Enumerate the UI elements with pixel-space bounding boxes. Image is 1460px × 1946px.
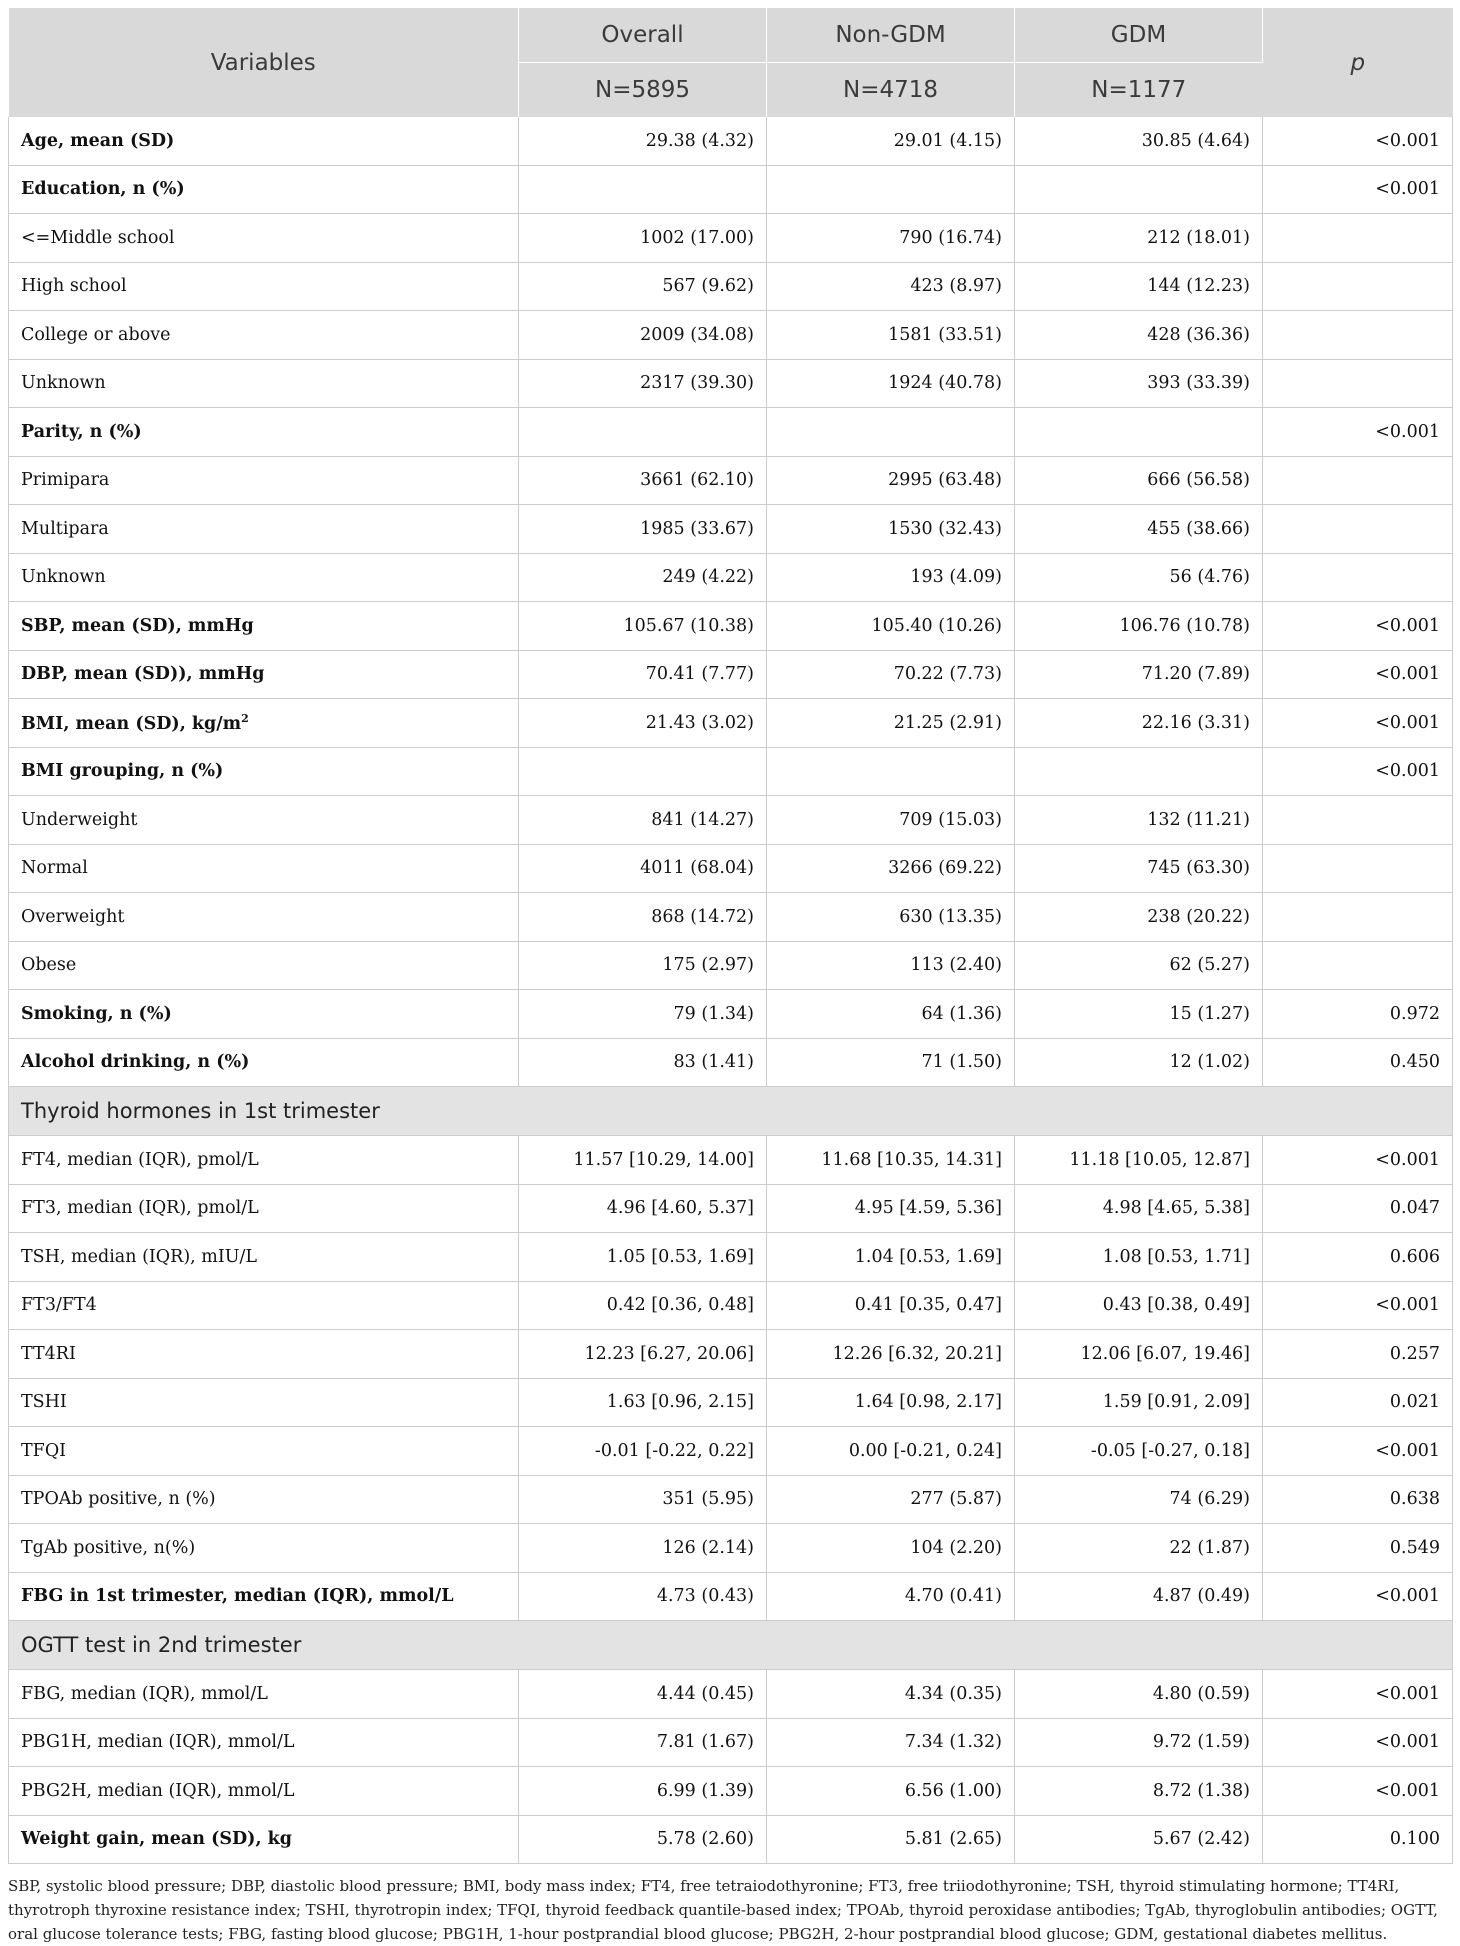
section-title: OGTT test in 2nd trimester [9, 1621, 1453, 1670]
table-row [9, 1718, 1453, 1767]
cell-nongdm: 1530 (32.43) [767, 505, 1015, 554]
cell-overall: 567 (9.62) [519, 262, 767, 311]
table-row [9, 1233, 1453, 1282]
cell-gdm [1015, 408, 1263, 457]
cell-gdm [1015, 747, 1263, 796]
cell-nongdm: 630 (13.35) [767, 893, 1015, 942]
cell-p-value: <0.001 [1263, 165, 1453, 214]
table-row [9, 1281, 1453, 1330]
cell-p-value: <0.001 [1263, 117, 1453, 165]
cell-overall: 3661 (62.10) [519, 456, 767, 505]
cell-overall: 841 (14.27) [519, 796, 767, 845]
table-row [9, 1572, 1453, 1621]
table-row [9, 214, 1453, 263]
cell-nongdm: 64 (1.36) [767, 990, 1015, 1039]
header-overall: Overall [519, 8, 767, 63]
cell-overall: 2317 (39.30) [519, 359, 767, 408]
cell-nongdm: 7.34 (1.32) [767, 1718, 1015, 1767]
row-label: Obese [9, 941, 519, 990]
table-footnote: SBP, systolic blood pressure; DBP, diastolic blood pressure; BMI, body mass index; FT4, free tetraiodothyronine; FT3, free triiodothyronine; TSH, thyroid stimulating hormone; TT4RI, thyrotroph thyroxine resistance index; TSHI, thyrotropin index; TFQI, thyroid feedback quantile-based index; TPOAb, thyroid peroxidase antibodies; TgAb, thyroglobulin antibodies; OGTT, oral glucose tolerance tests; FBG, fasting blood glucose; PBG1H, 1-hour postprandial blood glucose; PBG2H, 2-hour postprandial blood glucose; GDM, gestational diabetes mellitus. [8, 1877, 1438, 1943]
cell-gdm: -0.05 [-0.27, 0.18] [1015, 1427, 1263, 1476]
cell-nongdm: 113 (2.40) [767, 941, 1015, 990]
cell-overall: 175 (2.97) [519, 941, 767, 990]
cell-gdm: 428 (36.36) [1015, 311, 1263, 360]
table-row [9, 456, 1453, 505]
cell-overall: 6.99 (1.39) [519, 1767, 767, 1816]
cell-overall: 351 (5.95) [519, 1475, 767, 1524]
cell-p-value: <0.001 [1263, 650, 1453, 699]
row-label: College or above [9, 311, 519, 360]
row-label: FT4, median (IQR), pmol/L [9, 1136, 519, 1185]
cell-p-value [1263, 214, 1453, 263]
cell-gdm: 144 (12.23) [1015, 262, 1263, 311]
row-label-superscript: 2 [241, 711, 249, 725]
cell-gdm: 4.98 [4.65, 5.38] [1015, 1184, 1263, 1233]
table-header [9, 8, 1453, 117]
cell-nongdm: 790 (16.74) [767, 214, 1015, 263]
cell-overall: 1.05 [0.53, 1.69] [519, 1233, 767, 1282]
cell-nongdm: 105.40 (10.26) [767, 602, 1015, 651]
cell-gdm: 745 (63.30) [1015, 844, 1263, 893]
cell-nongdm: 0.00 [-0.21, 0.24] [767, 1427, 1015, 1476]
cell-overall [519, 165, 767, 214]
row-label: BMI grouping, n (%) [9, 747, 519, 796]
cell-gdm: 238 (20.22) [1015, 893, 1263, 942]
cell-gdm: 1.59 [0.91, 2.09] [1015, 1378, 1263, 1427]
cell-overall: 12.23 [6.27, 20.06] [519, 1330, 767, 1379]
row-label: TFQI [9, 1427, 519, 1476]
cell-gdm: 62 (5.27) [1015, 941, 1263, 990]
table-row [9, 165, 1453, 214]
cell-overall: 5.78 (2.60) [519, 1815, 767, 1864]
cell-gdm: 8.72 (1.38) [1015, 1767, 1263, 1816]
table-row [9, 262, 1453, 311]
table-row [9, 1815, 1453, 1864]
table-row [9, 505, 1453, 554]
table-row [9, 699, 1453, 748]
cell-overall: 2009 (34.08) [519, 311, 767, 360]
row-label: TT4RI [9, 1330, 519, 1379]
cell-overall: 11.57 [10.29, 14.00] [519, 1136, 767, 1185]
row-label: TSH, median (IQR), mIU/L [9, 1233, 519, 1282]
row-label: Parity, n (%) [9, 408, 519, 457]
cell-overall [519, 747, 767, 796]
cell-overall: 4.96 [4.60, 5.37] [519, 1184, 767, 1233]
cell-gdm: 74 (6.29) [1015, 1475, 1263, 1524]
section-row [9, 1087, 1453, 1136]
row-label: Smoking, n (%) [9, 990, 519, 1039]
table-row [9, 844, 1453, 893]
cell-nongdm: 277 (5.87) [767, 1475, 1015, 1524]
cell-p-value [1263, 262, 1453, 311]
cell-nongdm: 4.95 [4.59, 5.36] [767, 1184, 1015, 1233]
cell-nongdm: 193 (4.09) [767, 553, 1015, 602]
cell-nongdm: 104 (2.20) [767, 1524, 1015, 1573]
cell-overall: 126 (2.14) [519, 1524, 767, 1573]
cell-gdm: 5.67 (2.42) [1015, 1815, 1263, 1864]
table-row [9, 553, 1453, 602]
table-row [9, 602, 1453, 651]
cell-gdm: 106.76 (10.78) [1015, 602, 1263, 651]
cell-nongdm: 0.41 [0.35, 0.47] [767, 1281, 1015, 1330]
header-variables: Variables [9, 8, 519, 117]
table-container [8, 8, 1452, 1946]
header-gdm: GDM [1015, 8, 1263, 63]
cell-p-value: 0.100 [1263, 1815, 1453, 1864]
cell-gdm: 212 (18.01) [1015, 214, 1263, 263]
cell-p-value [1263, 553, 1453, 602]
cell-p-value: <0.001 [1263, 1136, 1453, 1185]
row-label-text: BMI, mean (SD), kg/m [21, 713, 242, 734]
row-label: Primipara [9, 456, 519, 505]
header-gdm-n: N=1177 [1015, 63, 1263, 118]
characteristics-table [8, 8, 1453, 1864]
cell-gdm: 666 (56.58) [1015, 456, 1263, 505]
row-label: Normal [9, 844, 519, 893]
cell-gdm: 4.87 (0.49) [1015, 1572, 1263, 1621]
cell-gdm: 22.16 (3.31) [1015, 699, 1263, 748]
cell-overall: -0.01 [-0.22, 0.22] [519, 1427, 767, 1476]
table-row [9, 359, 1453, 408]
cell-nongdm: 1.64 [0.98, 2.17] [767, 1378, 1015, 1427]
header-overall-n: N=5895 [519, 63, 767, 118]
table-row [9, 1136, 1453, 1185]
table-row [9, 311, 1453, 360]
cell-nongdm: 1.04 [0.53, 1.69] [767, 1233, 1015, 1282]
table-row [9, 990, 1453, 1039]
cell-gdm: 393 (33.39) [1015, 359, 1263, 408]
cell-p-value: <0.001 [1263, 408, 1453, 457]
cell-overall: 105.67 (10.38) [519, 602, 767, 651]
cell-nongdm: 11.68 [10.35, 14.31] [767, 1136, 1015, 1185]
cell-p-value: <0.001 [1263, 1427, 1453, 1476]
table-row [9, 1330, 1453, 1379]
cell-p-value [1263, 359, 1453, 408]
row-label: FT3/FT4 [9, 1281, 519, 1330]
cell-p-value [1263, 941, 1453, 990]
row-label: Unknown [9, 553, 519, 602]
cell-p-value: <0.001 [1263, 602, 1453, 651]
cell-overall: 1002 (17.00) [519, 214, 767, 263]
cell-gdm: 455 (38.66) [1015, 505, 1263, 554]
cell-gdm: 15 (1.27) [1015, 990, 1263, 1039]
row-label: FT3, median (IQR), pmol/L [9, 1184, 519, 1233]
cell-overall: 0.42 [0.36, 0.48] [519, 1281, 767, 1330]
cell-nongdm: 21.25 (2.91) [767, 699, 1015, 748]
cell-p-value: 0.257 [1263, 1330, 1453, 1379]
cell-overall [519, 408, 767, 457]
row-label: FBG, median (IQR), mmol/L [9, 1670, 519, 1719]
cell-nongdm: 70.22 (7.73) [767, 650, 1015, 699]
cell-gdm: 4.80 (0.59) [1015, 1670, 1263, 1719]
table-row [9, 1038, 1453, 1087]
section-title: Thyroid hormones in 1st trimester [9, 1087, 1453, 1136]
cell-overall: 4.44 (0.45) [519, 1670, 767, 1719]
row-label: DBP, mean (SD)), mmHg [9, 650, 519, 699]
cell-nongdm: 1581 (33.51) [767, 311, 1015, 360]
cell-gdm: 71.20 (7.89) [1015, 650, 1263, 699]
cell-p-value [1263, 893, 1453, 942]
cell-overall: 21.43 (3.02) [519, 699, 767, 748]
cell-gdm: 12 (1.02) [1015, 1038, 1263, 1087]
cell-gdm [1015, 165, 1263, 214]
table-row [9, 1670, 1453, 1719]
cell-nongdm: 29.01 (4.15) [767, 117, 1015, 165]
cell-p-value: <0.001 [1263, 1670, 1453, 1719]
cell-gdm: 22 (1.87) [1015, 1524, 1263, 1573]
row-label: PBG2H, median (IQR), mmol/L [9, 1767, 519, 1816]
cell-gdm: 132 (11.21) [1015, 796, 1263, 845]
cell-p-value: 0.047 [1263, 1184, 1453, 1233]
cell-overall: 4.73 (0.43) [519, 1572, 767, 1621]
cell-nongdm: 6.56 (1.00) [767, 1767, 1015, 1816]
row-label: Underweight [9, 796, 519, 845]
table-row [9, 1427, 1453, 1476]
cell-p-value [1263, 796, 1453, 845]
table-row [9, 1475, 1453, 1524]
table-row [9, 1378, 1453, 1427]
cell-overall: 249 (4.22) [519, 553, 767, 602]
row-label: Overweight [9, 893, 519, 942]
table-row [9, 1524, 1453, 1573]
cell-p-value [1263, 505, 1453, 554]
row-label [9, 699, 519, 748]
row-label: TgAb positive, n(%) [9, 1524, 519, 1573]
table-row [9, 796, 1453, 845]
cell-gdm: 1.08 [0.53, 1.71] [1015, 1233, 1263, 1282]
cell-gdm: 30.85 (4.64) [1015, 117, 1263, 165]
row-label: FBG in 1st trimester, median (IQR), mmol/L [9, 1572, 519, 1621]
cell-nongdm: 4.34 (0.35) [767, 1670, 1015, 1719]
cell-p-value: 0.606 [1263, 1233, 1453, 1282]
row-label: TSHI [9, 1378, 519, 1427]
cell-overall: 79 (1.34) [519, 990, 767, 1039]
cell-p-value: 0.638 [1263, 1475, 1453, 1524]
cell-nongdm: 709 (15.03) [767, 796, 1015, 845]
table-row [9, 1184, 1453, 1233]
table-body [9, 117, 1453, 1864]
cell-p-value: <0.001 [1263, 1767, 1453, 1816]
row-label: Age, mean (SD) [9, 117, 519, 165]
row-label: PBG1H, median (IQR), mmol/L [9, 1718, 519, 1767]
cell-nongdm: 12.26 [6.32, 20.21] [767, 1330, 1015, 1379]
cell-p-value [1263, 456, 1453, 505]
cell-p-value: <0.001 [1263, 1718, 1453, 1767]
cell-p-value [1263, 311, 1453, 360]
cell-gdm: 9.72 (1.59) [1015, 1718, 1263, 1767]
cell-p-value: <0.001 [1263, 1281, 1453, 1330]
row-label: Alcohol drinking, n (%) [9, 1038, 519, 1087]
cell-nongdm: 71 (1.50) [767, 1038, 1015, 1087]
cell-p-value: 0.450 [1263, 1038, 1453, 1087]
cell-nongdm: 4.70 (0.41) [767, 1572, 1015, 1621]
row-label: <=Middle school [9, 214, 519, 263]
table-row [9, 941, 1453, 990]
table-row [9, 650, 1453, 699]
cell-nongdm [767, 747, 1015, 796]
cell-nongdm: 423 (8.97) [767, 262, 1015, 311]
table-row [9, 408, 1453, 457]
cell-p-value: <0.001 [1263, 699, 1453, 748]
cell-gdm: 0.43 [0.38, 0.49] [1015, 1281, 1263, 1330]
table-row [9, 893, 1453, 942]
table-row [9, 747, 1453, 796]
row-label: Unknown [9, 359, 519, 408]
table-row [9, 1767, 1453, 1816]
cell-overall: 70.41 (7.77) [519, 650, 767, 699]
cell-overall: 868 (14.72) [519, 893, 767, 942]
cell-nongdm [767, 408, 1015, 457]
cell-nongdm: 5.81 (2.65) [767, 1815, 1015, 1864]
cell-gdm: 12.06 [6.07, 19.46] [1015, 1330, 1263, 1379]
cell-overall: 83 (1.41) [519, 1038, 767, 1087]
cell-overall: 7.81 (1.67) [519, 1718, 767, 1767]
header-nongdm-n: N=4718 [767, 63, 1015, 118]
cell-p-value: 0.972 [1263, 990, 1453, 1039]
cell-nongdm [767, 165, 1015, 214]
header-nongdm: Non-GDM [767, 8, 1015, 63]
cell-nongdm: 2995 (63.48) [767, 456, 1015, 505]
cell-overall: 29.38 (4.32) [519, 117, 767, 165]
cell-p-value: 0.021 [1263, 1378, 1453, 1427]
cell-nongdm: 3266 (69.22) [767, 844, 1015, 893]
cell-p-value: <0.001 [1263, 1572, 1453, 1621]
row-label: TPOAb positive, n (%) [9, 1475, 519, 1524]
row-label: Multipara [9, 505, 519, 554]
cell-gdm: 11.18 [10.05, 12.87] [1015, 1136, 1263, 1185]
cell-p-value [1263, 844, 1453, 893]
table-row [9, 117, 1453, 165]
cell-nongdm: 1924 (40.78) [767, 359, 1015, 408]
cell-gdm: 56 (4.76) [1015, 553, 1263, 602]
row-label: High school [9, 262, 519, 311]
header-p: p [1263, 8, 1453, 117]
cell-overall: 1.63 [0.96, 2.15] [519, 1378, 767, 1427]
cell-overall: 4011 (68.04) [519, 844, 767, 893]
cell-p-value: <0.001 [1263, 747, 1453, 796]
row-label: SBP, mean (SD), mmHg [9, 602, 519, 651]
cell-overall: 1985 (33.67) [519, 505, 767, 554]
row-label: Weight gain, mean (SD), kg [9, 1815, 519, 1864]
row-label: Education, n (%) [9, 165, 519, 214]
cell-p-value: 0.549 [1263, 1524, 1453, 1573]
section-row [9, 1621, 1453, 1670]
